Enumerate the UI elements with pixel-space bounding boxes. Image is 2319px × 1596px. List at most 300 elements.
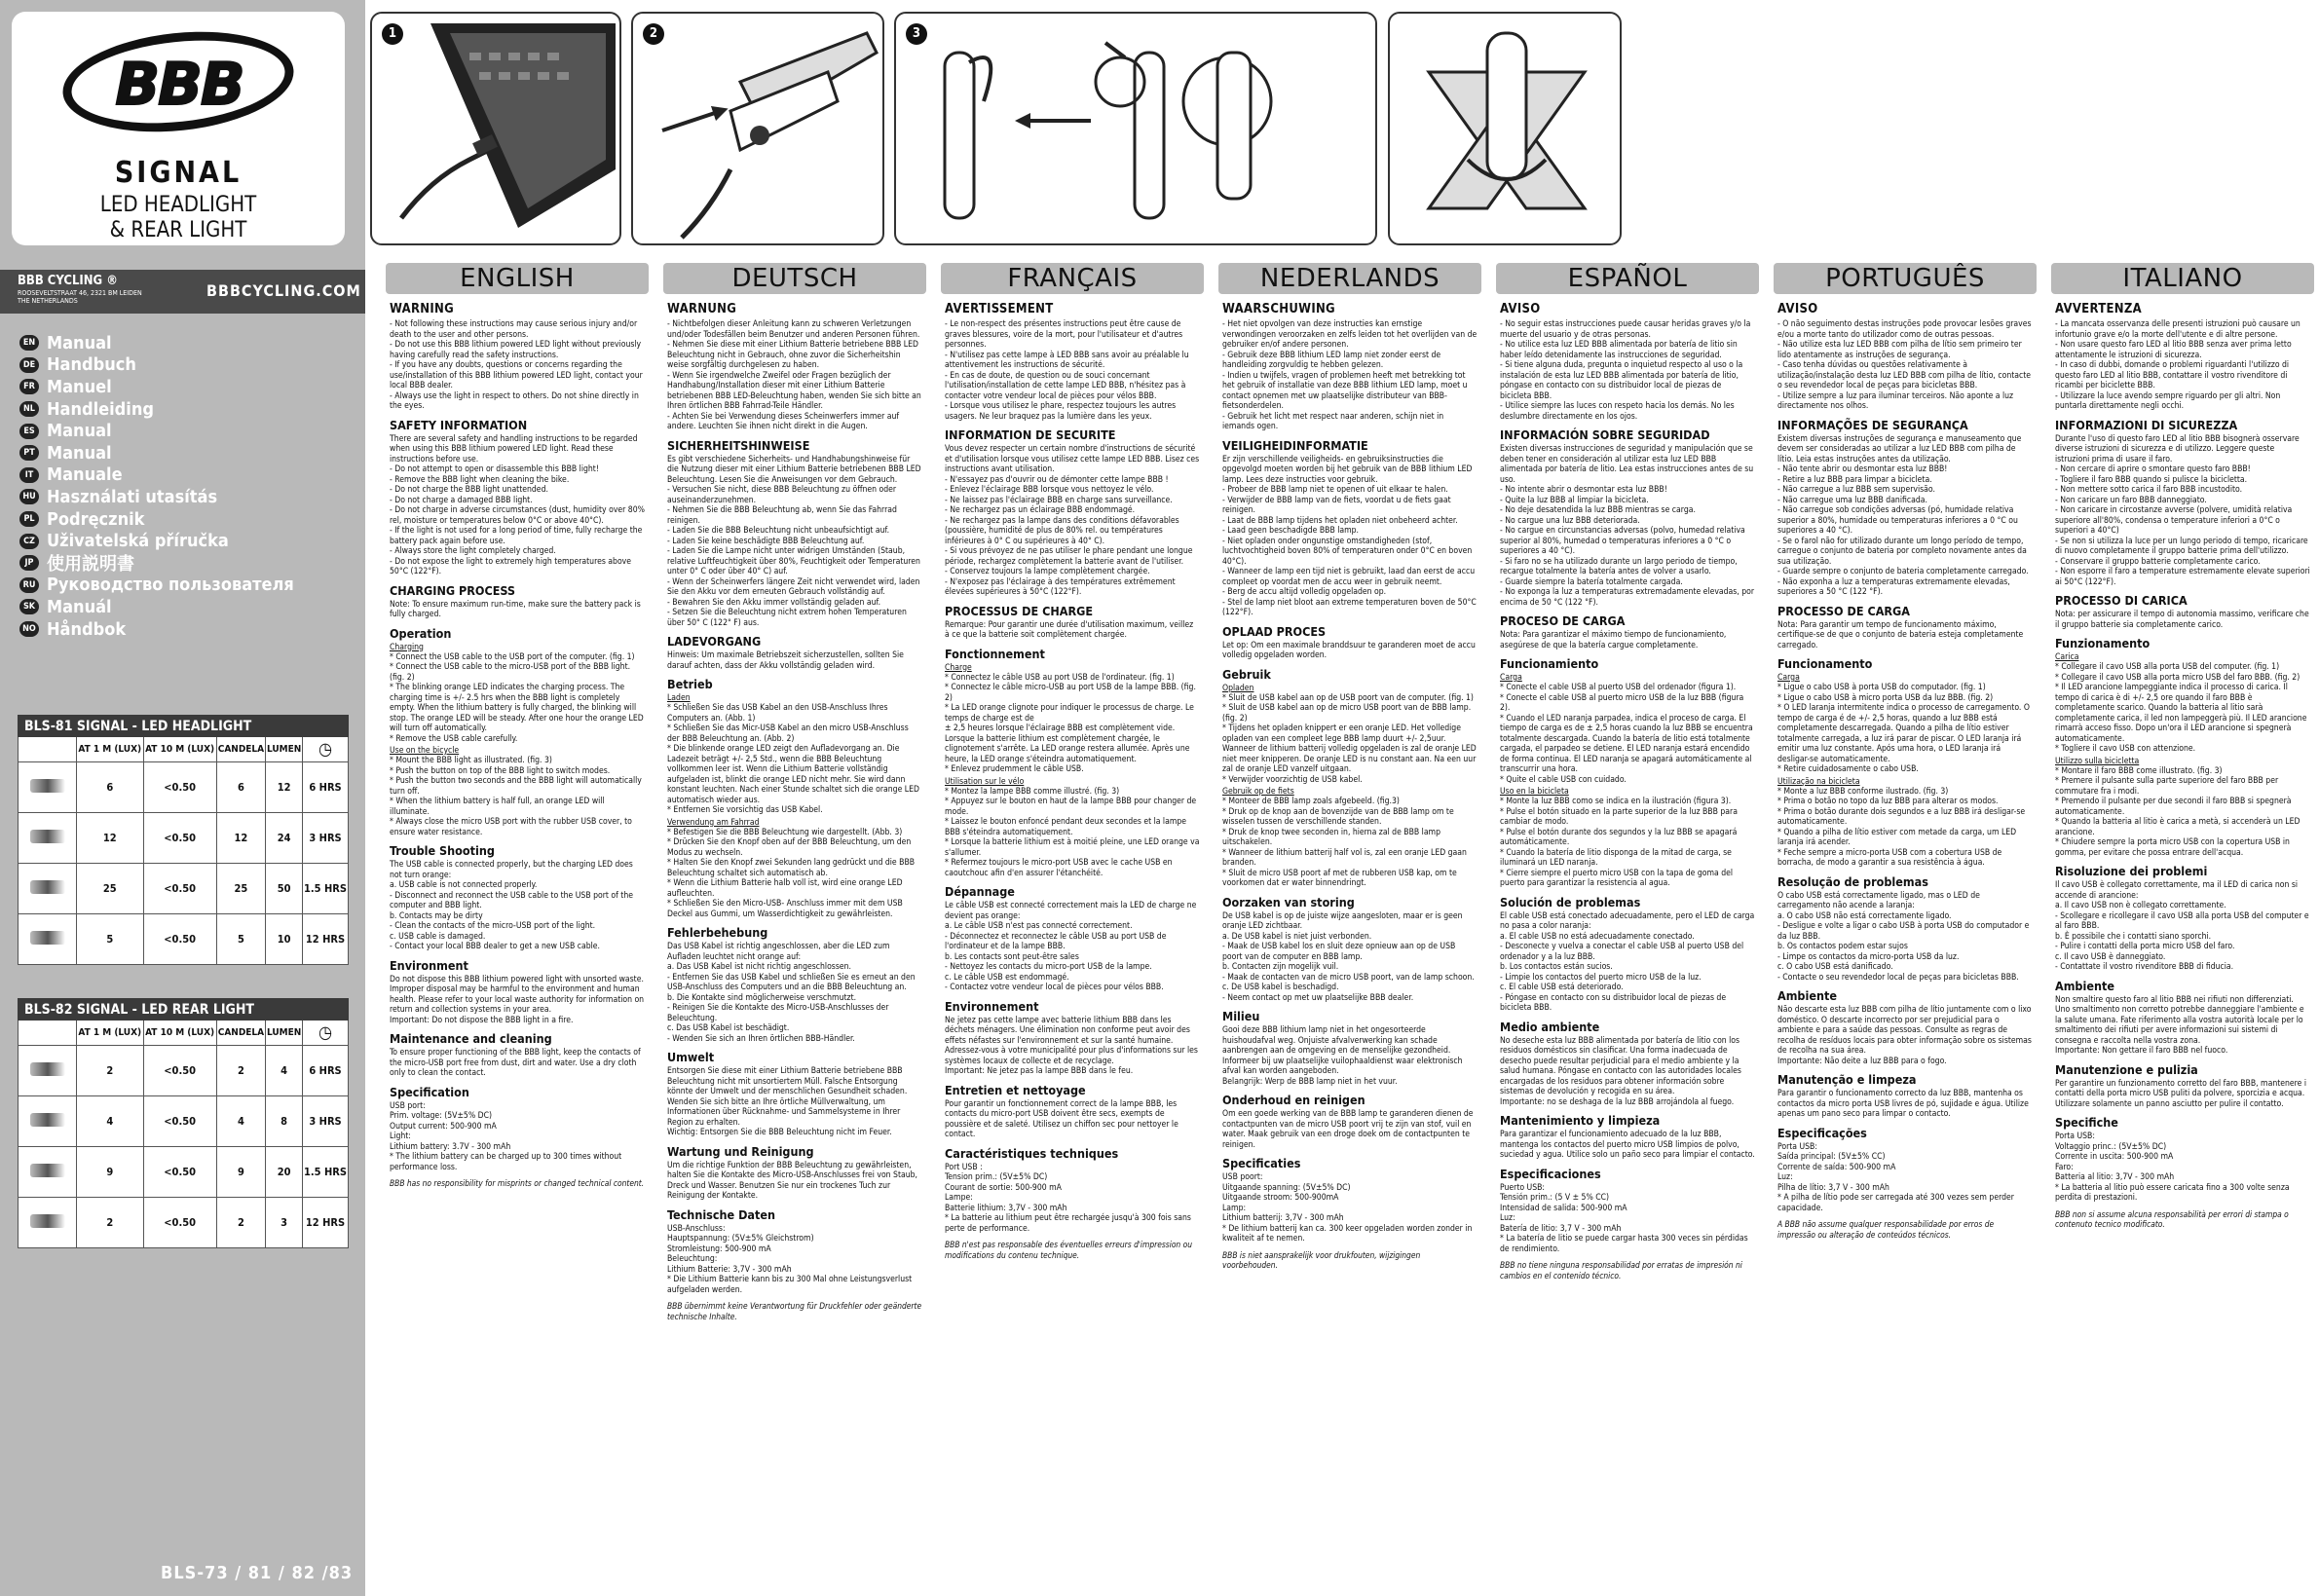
body-text: - Le non-respect des présentes instructions peut être cause de graves blessures, voire de la mort, pour l'utilisateur et d'autres personnes. - N'utilisez pas cette lampe à LED BBB sans avoir au préalable lu attentivement les instructions de sécurité. - En cas de doute, de question ou de souci concernant l'utilisation/installation de cette lampe LED BBB, n'hésitez pas à contacter votre vendeur local de pièces pour vélos BBB. - Lorsque vous utilisez le phare, respectez toujours les autres usagers. Ne leur braquez pas la lumière dans les yeux. xyxy=(945,319,1189,422)
language-code-badge: EN xyxy=(19,335,39,351)
column-header: AT 10 M (LUX) xyxy=(143,1021,216,1046)
language-heading: FRANÇAIS xyxy=(941,263,1204,294)
table-cell: <0.50 xyxy=(143,1147,216,1198)
subsection-heading: Uso en la bicicleta xyxy=(1500,787,1569,797)
table-cell: 9 xyxy=(77,1147,144,1198)
column-body xyxy=(2051,294,2314,1230)
body-text: * Befestigen Sie die BBB Beleuchtung wie dargestellt. (Abb. 3) * Drücken Sie den Knopf oben auf der BBB Beleuchtung, um den Modus zu wechseln. * Halten Sie den Knopf zwei Sekunden lang gedrückt und die BBB Beleuchtung schaltet sich automatisch ab. * Wenn die Lithium Batterie halb voll ist, wird eine orange LED aufleuchten. * Schließen Sie den Micro-USB- Anschluss immer mit dem USB Deckel aus Gummi, um Wasserdichtigkeit zu gewährleisten. xyxy=(667,827,916,919)
subsection-heading: Opladen xyxy=(1222,683,1254,693)
bracket-detail-illustration xyxy=(1390,14,1622,245)
section-heading: Oorzaken van storing xyxy=(1222,894,1355,909)
beam-glyph-icon xyxy=(30,1164,65,1177)
language-column xyxy=(2051,263,2314,1587)
body-text: - La mancata osservanza delle presenti istruzioni può causare un infortunio grave e/o la morte dell'utente e di altre persone. - Non usare questo faro LED al litio BBB senza aver prima letto attentamente le istruzioni di sicurezza. - In caso di dubbi, domande o problemi riguardanti l'utilizzo di questo faro LED al litio BBB, contattare il vostro rivenditore di ricambi per biciclette BBB. - Utilizzare la luce avendo sempre riguardo per gli altri. Non puntarla direttamente negli occhi. xyxy=(2055,319,2300,411)
language-item[interactable] xyxy=(19,420,294,442)
brand-logo: BBB xyxy=(115,51,243,119)
table-cell: <0.50 xyxy=(143,914,216,965)
disclaimer-note: BBB is niet aansprakelijk voor drukfouten, wijzigingen voorbehouden. xyxy=(1222,1249,1421,1270)
body-text: De USB kabel is op de juiste wijze aangesloten, maar er is geen oranje LED zichtbaar. a. De USB kabel is niet juist verbonden. - Maak de USB kabel los en sluit deze opnieuw aan op de USB poort van de computer en BBB lamp. b. Contacten zijn mogelijk vuil. - Maak de contacten van de micro USB poort, van de lamp schoon. c. De USB kabel is beschadigd. - Neem contact op met uw plaatselijke BBB dealer. xyxy=(1222,910,1475,1003)
table-cell: 1.5 HRS xyxy=(303,864,349,914)
table-cell: 8 xyxy=(266,1096,303,1147)
body-text: Pour garantir un fonctionnement correct de la lampe BBB, les contacts du micro-port USB doivent être secs, exempts de poussière et de saleté. Utilisez un chiffon sec pour nettoyer le contact. xyxy=(945,1098,1178,1139)
warning-heading: AVVERTENZA xyxy=(2055,302,2142,316)
language-column xyxy=(1774,263,2037,1587)
language-name: Manuel xyxy=(47,376,112,397)
table-cell: <0.50 xyxy=(143,762,216,813)
figure-1-number: 1 xyxy=(382,23,403,45)
section-heading: PROCESSUS DE CHARGE xyxy=(945,603,1094,618)
figure-3-illustration xyxy=(896,14,1377,245)
language-name: Manuale xyxy=(47,464,123,486)
body-text: Durante l'uso di questo faro LED al litio BBB bisognerà osservare diverse istruzioni di sicurezza e di utilizzo. Leggere queste istruzioni prima di usare il faro. - Non cercare di aprire o smontare questo faro BBB! - Togliere il faro BBB quando si pulisce la bicicletta. - Non mettere sotto carica il faro BBB incustodito. - Non caricare un faro BBB danneggiato. - Non caricare in circostanze avverse (polvere, umidità relativa superiore all'80%, condensa o temperature inferiori a 0°C o superiori a 40°C) - Se non si utilizza la luce per un lungo periodo di tempo, ricaricare di nuovo completamente il gruppo batterie prima dell'utilizzo. - Conservare il gruppo batterie completamente carico. - Non esporre il faro a temperature estremamente elevate superiori ai 50°C (122°F). xyxy=(2055,433,2310,587)
body-text: El cable USB está conectado adecuadamente, pero el LED de carga no pasa a color naranja: a. El cable USB no está adecuadamente conectado. - Desconecte y vuelva a conectar el cable USB al puerto USB del ordenador y a la luz BBB. b. Los contactos están sucios. - Limpie los contactos del puerto micro USB de la luz. c. El cable USB está deteriorado. - Póngase en contacto con su distribuidor local de piezas de bicicleta BBB. xyxy=(1500,910,1755,1013)
body-text: Um die richtige Funktion der BBB Beleuchtung zu gewährleisten, halten Sie die Kontakte des Micro-USB-Anschlusses frei von Staub, Dreck und Wasser. Benutzen Sie nur ein trockenes Tuch zur Reinigung der Kontakte. xyxy=(667,1160,917,1201)
body-text: There are several safety and handling instructions to be regarded when using this BBB lithium powered LED light. Read these instructions before use. - Do not attempt to open or disassemble this BBB light! - Remove the BBB light when cleaning the bike. - Do not charge the BBB light unattended. - Do not charge a damaged BBB light. - Do not charge in adverse circumstances (dust, humidity over 80% rel, moisture or temperatures below 0°C or above 40°C). - If the light is not used for a long period of time, fully recharge the battery pack again before use. - Always store the light completely charged. - Do not expose the light to extremely high temperatures above 50°C (122°F). xyxy=(390,433,645,576)
section-heading: Fehlerbehebung xyxy=(667,925,768,940)
column-body xyxy=(1496,294,1759,1281)
body-text: Vous devez respecter un certain nombre d'instructions de sécurité et d'utilisation lorsque vous utilisez cette lampe LED BBB. Lisez ces instructions avant utilisation. - N'essayez pas d'ouvrir ou de démonter cette lampe BBB ! - Enlevez l'éclairage BBB lorsque vous nettoyez le vélo. - Ne laissez pas l'éclairage BBB en charge sans surveillance. - Ne rechargez pas un éclairage BBB endommagé. - Ne rechargez pas la lampe dans des conditions défavorables (poussière, humidité de plus de 80% rel. ou températures inférieures à 0° C ou supérieures à 40° C). - Si vous prévoyez de ne pas utiliser le phare pendant une longue période, rechargez complètement la batterie avant de l'utiliser. - Conservez toujours la lampe complètement chargée. - N'exposez pas l'éclairage à des températures extrêmement élevées supérieures à 50°C (122°F). xyxy=(945,444,1200,597)
table-row xyxy=(19,1046,349,1096)
section-heading: PROCESO DE CARGA xyxy=(1500,613,1626,628)
table-cell: 6 HRS xyxy=(303,1046,349,1096)
company-name: BBB CYCLING ® xyxy=(18,274,118,288)
section-heading: Technische Daten xyxy=(667,1206,776,1222)
section-heading: Gebruik xyxy=(1222,666,1271,682)
subsection-heading: Laden xyxy=(667,693,691,703)
body-text: * Monte la luz BBB como se indica en la ilustración (figura 3). * Pulse el botón situado en la parte superior de la luz BBB para cambiar de modo. * Pulse el botón durante dos segundos y la luz BBB se apagará automáticamente. * Cuando la batería de litio disponga de la mitad de carga, se iluminará un LED naranja. * Cierre siempre el puerto micro USB con la tapa de goma del puerto para garantizar la resistencia al agua. xyxy=(1500,797,1738,888)
figure-2-number: 2 xyxy=(643,23,664,45)
column-header: CANDELA xyxy=(216,737,265,762)
section-heading: Entretien et nettoyage xyxy=(945,1082,1086,1097)
table-cell: 1.5 HRS xyxy=(303,1147,349,1198)
table-row xyxy=(19,864,349,914)
language-name: Uživatelská příručka xyxy=(47,531,229,552)
section-heading: Onderhoud en reinigen xyxy=(1222,1093,1365,1107)
section-heading: INFORMAÇÕES DE SEGURANÇA xyxy=(1777,417,1968,432)
table-title: BLS-81 SIGNAL - LED HEADLIGHT xyxy=(19,716,349,737)
product-subtitle-1: LED HEADLIGHT xyxy=(99,193,257,217)
body-text: Er zijn verschillende veiligheids- en gebruiksinstructies die opgevolgd moeten worden bij het gebruik van de BBB lithium LED lamp. Lees deze instructies voor gebruik. - Probeer de BBB lamp niet te openen of uit elkaar te halen. - Verwijder de BBB lamp van de fiets, voordat u de fiets gaat reinigen. - Laat de BBB lamp tijdens het opladen niet onbeheerd achter. - Laad geen beschadigde BBB lamp. - Niet opladen onder ongunstige omstandigheden (stof, luchtvochtigheid boven 80% of temperaturen onder 0°C en boven 40°C). - Wanneer de lamp een tijd niet is gebruikt, laad dan eerst de accu compleet op voordat men de accu weer in gebruik neemt. - Berg de accu altijd volledig opgeladen op. - Stel de lamp niet bloot aan extreme temperaturen boven de 50°C (122°F). xyxy=(1222,454,1477,617)
section-heading: Ambiente xyxy=(1777,988,1837,1003)
table-cell: 12 xyxy=(266,762,303,813)
language-item[interactable] xyxy=(19,332,294,354)
section-heading: Funcionamento xyxy=(1777,656,1873,671)
column-header: LUMEN xyxy=(266,737,303,762)
warning-heading: WAARSCHUWING xyxy=(1222,302,1335,316)
language-item[interactable] xyxy=(19,575,294,597)
language-item[interactable] xyxy=(19,398,294,421)
body-text: Le câble USB est connecté correctement mais la LED de charge ne devient pas orange: a. Le câble USB n'est pas connecté correctement. - Déconnectez et reconnectez le câble USB au port USB de l'ordinateur et de la lampe BBB. b. Les contacts sont peut-être sales - Nettoyez les contacts du micro-port USB de la lampe. c. Le câble USB est endommagé. - Contactez votre vendeur local de pièces pour vélos BBB. xyxy=(945,901,1197,992)
subsection-heading: Carga xyxy=(1500,673,1522,683)
body-text: Existem diversas instruções de segurança e manuseamento que devem ser consideradas ao utilizar a luz LED BBB com pilha de lítio. Leia estas instruções antes da utilização. - Não tente abrir ou desmontar esta luz BBB! - Retire a luz BBB para limpar a bicicleta. - Não carregue a luz BBB sem supervisão. - Não carregue uma luz BBB danificada. - Não carregue sob condições adversas (pó, humidade relativa superior a 80%, humidade ou temperaturas inferiores a 0 °C ou superiores a 40 °C). - Se o farol não for utilizado durante um longo período de tempo, carregue o conjunto de bateria por completo novamente antes da sua utilização. - Guarde sempre o conjunto de bateria completamente carregado. - Não exponha a luz a temperaturas extremamente elevadas, superiores a 50 °C (122 °F). xyxy=(1777,433,2029,597)
subsection-heading: Carica xyxy=(2055,652,2079,662)
language-name: Håndbok xyxy=(47,618,127,640)
clock-icon: ◷ xyxy=(303,737,349,762)
beam-glyph-icon xyxy=(30,779,65,793)
figure-2 xyxy=(631,12,884,245)
table-cell: <0.50 xyxy=(143,1198,216,1248)
section-heading: Environment xyxy=(390,957,468,973)
language-item[interactable] xyxy=(19,618,294,641)
column-header: CANDELA xyxy=(216,1021,265,1046)
rearlight-spec-table xyxy=(18,998,349,1248)
figure-strip xyxy=(370,12,2313,245)
body-text: USB poort: Uitgaande spanning: (5V±5% DC) Uitgaande stroom: 500-900mA Lamp: Lithium batterij: 3,7V - 300 mAh * De lithium batterij kan ca. 300 keer opgeladen worden zonder in kwaliteit af te nemen. xyxy=(1222,1172,1473,1243)
section-heading: SAFETY INFORMATION xyxy=(390,417,528,432)
language-column xyxy=(386,263,649,1587)
language-code-badge: CZ xyxy=(19,534,39,549)
body-text: No deseche esta luz BBB alimentada por batería de litio con los residuos domésticos sin clasificar. Una forma inadecuada de desecho puede resultar perjudicial para el medio ambiente y la salud humana. Póngase en contacto con las autoridades locales encargadas de los residuos para obtener información sobre sistemas de devolución y recogida en su área. Importante: no se deshaga de la luz BBB arrojándola al fuego. xyxy=(1500,1035,1741,1107)
subsection-heading: Utilização na bicicleta xyxy=(1777,776,1860,787)
body-text: Note: To ensure maximum run-time, make sure the battery pack is fully charged. xyxy=(390,599,641,619)
body-text: Ne jetez pas cette lampe avec batterie lithium BBB dans les déchets ménagers. Une élimination non conforme peut avoir des effets néfastes sur l'environnement et sur la santé humaine. Adressez-vous à votre municipalité pour plus d'informations sur les systèmes locaux de collecte et de recyclage. Important: Ne jetez pas la lampe BBB dans le feu. xyxy=(945,1015,1198,1076)
section-heading: Maintenance and cleaning xyxy=(390,1031,552,1046)
beam-mode-icon xyxy=(19,1046,77,1096)
language-heading: ESPAÑOL xyxy=(1496,263,1759,294)
body-text: Para garantizar el funcionamiento adecuado de la luz BBB, mantenga los contactos del puerto micro USB limpios de polvo, suciedad y agua. Utilice solo un paño seco para limpiar el contacto. xyxy=(1500,1130,1755,1160)
section-heading: Dépannage xyxy=(945,884,1015,899)
language-item[interactable] xyxy=(19,552,294,575)
body-text: Let op: Om een maximale branddsuur te garanderen moet de accu volledig opgeladen worden. xyxy=(1222,640,1476,660)
disclaimer-note: A BBB não assume qualquer responsabilidade por erros de impressão ou alteração de conteúdos técnicos. xyxy=(1777,1219,1995,1240)
body-text: Es gibt verschiedene Sicherheits- und Handhabungshinweise für die Nutzung dieser mit einer Lithium Batterie betriebenen BBB LED Beleuchtung. Lesen Sie die Anweisungen vor dem Gebrauch. - Versuchen Sie nicht, diese BBB Beleuchtung zu öffnen oder auseinanderzunehmen. - Nehmen Sie die BBB Beleuchtung ab, wenn Sie das Fahrrad reinigen. - Laden Sie die BBB Beleuchtung nicht unbeaufsichtigt auf. - Laden Sie keine beschädigte BBB Beleuchtung auf. - Laden Sie die Lampe nicht unter widrigen Umständen (Staub, relative Luftfeuchtigkeit über 80%, Feuchtigkeit oder Temperaturen unter 0° C oder über 40° C) auf. - Wenn der Scheinwerfers längere Zeit nicht verwendet wird, laden Sie den Akku vor dem erneuten Gebrauch vollständig auf. - Bewahren Sie den Akku immer vollständig geladen auf. - Setzen Sie die Beleuchtung nicht extrem hohen Temperaturen über 50° C (122° F) aus. xyxy=(667,454,921,628)
disclaimer-note: BBB non si assume alcuna responsabilità per errori di stampa o contenuto tecnico modificato. xyxy=(2055,1208,2289,1229)
column-header: AT 10 M (LUX) xyxy=(143,737,216,762)
body-text: * Schließen Sie das USB Kabel an den USB-Anschluss Ihres Computers an. (Abb. 1) * Schließen Sie das Micr-USB Kabel an den micro USB-Anschluss der BBB Beleuchtung an. (Abb. 2) * Die blinkende orange LED zeigt den Aufladevorgang an. Die Ladezeit beträgt +/- 2,5 Std., wenn die BBB Beleuchtung vollkommen leer ist. Wenn die Lithium Batterie vollständig aufgeladen ist, blinkt die orange LED nicht mehr. Sie wird dann konstant leuchten. Nach einer Stunde schaltet sich die orange LED automatisch wieder aus. * Entfernen Sie vorsichtig das USB Kabel. xyxy=(667,703,919,815)
section-heading: Resolução de problemas xyxy=(1777,873,1928,889)
language-name: Használati utasítás xyxy=(47,486,218,507)
table-cell: 3 xyxy=(266,1198,303,1248)
beam-glyph-icon xyxy=(30,1214,65,1228)
figure-3-number: 3 xyxy=(906,23,927,45)
language-code-badge: FR xyxy=(19,379,39,394)
table-cell: <0.50 xyxy=(143,1046,216,1096)
language-name: Руководство пользователя xyxy=(47,575,294,596)
section-heading: CHARGING PROCESS xyxy=(390,582,516,598)
company-bar xyxy=(0,270,365,314)
language-item[interactable] xyxy=(19,596,294,618)
language-code-badge: RU xyxy=(19,577,39,593)
section-heading: Specifiche xyxy=(2055,1115,2118,1130)
body-text: * Montez la lampe BBB comme illustré. (fig. 3) * Appuyez sur le bouton en haut de la lampe BBB pour changer de mode. * Laissez le bouton enfoncé pendant deux secondes et la lampe BBB s'éteindra automatiquement. * Lorsque la batterie lithium est à moitié pleine, une LED orange va s'allumer. * Refermez toujours le micro-port USB avec le cache USB en caoutchouc afin d'en assurer l'étanchéité. xyxy=(945,786,1200,878)
column-body xyxy=(663,294,926,1321)
body-text: Das USB Kabel ist richtig angeschlossen, aber die LED zum Aufladen leuchtet nicht orange auf: a. Das USB Kabel ist nicht richtig angeschlossen. - Entfernen Sie das USB Kabel und schließen Sie es erneut an den USB-Anschluss des Computers und an die BBB Beleuchtung an. b. Die Kontakte sind möglicherweise verschmutzt. - Reinigen Sie die Kontakte des Micro-USB-Anschlusses der Beleuchtung. c. Das USB Kabel ist beschädigt. - Wenden Sie sich an Ihren örtlichen BBB-Händler. xyxy=(667,942,916,1044)
body-text: - O não seguimento destas instruções pode provocar lesões graves e/ou a morte tanto do utilizador como de outras pessoas. - Não utilize esta luz LED BBB com pilha de lítio sem primeiro ter lido atentamente as instruções de segurança. - Caso tenha dúvidas ou questões relativamente à utilização/instalação desta luz LED BBB com pilha de lítio, contacte o seu revendedor local de peças para bicicletas BBB. - Utilize sempre a luz para iluminar terceiros. Não aponte a luz directamente nos olhos. xyxy=(1777,319,2032,411)
column-body xyxy=(1218,294,1481,1271)
language-list xyxy=(19,332,294,640)
beam-header-blank xyxy=(19,737,77,762)
beam-glyph-icon xyxy=(30,830,65,843)
section-heading: Manutenção e limpeza xyxy=(1777,1072,1917,1087)
subsection-heading: Carga xyxy=(1777,673,1800,683)
language-item[interactable] xyxy=(19,442,294,464)
table-cell: 2 xyxy=(77,1046,144,1096)
table-cell: <0.50 xyxy=(143,864,216,914)
body-text: Porta USB: Saída principal: (5V±5% CC) Corrente de saída: 500-900 mA Luz: Pilha de lítio: 3,7 V - 300 mAh * A pilha de lítio pode ser carregada até 300 vezes sem perder capacidade. xyxy=(1777,1141,2014,1213)
language-name: Manual xyxy=(47,442,112,464)
section-heading: Betrieb xyxy=(667,677,713,691)
beam-mode-icon xyxy=(19,1147,77,1198)
beam-glyph-icon xyxy=(30,931,65,945)
table-row xyxy=(19,1147,349,1198)
table-row xyxy=(19,1198,349,1248)
body-text: * Monte a luz BBB conforme ilustrado. (fig. 3) * Prima o botão no topo da luz BBB para alterar os modos. * Prima o botão durante dois segundos e a luz BBB irá desligar-se automaticamente. * Quando a pilha de lítio estiver com metade da carga, um LED laranja irá acender. * Feche sempre a micro-porta USB com a cobertura USB de borracha, de modo a garantir a sua resistência à água. xyxy=(1777,786,2026,868)
body-text: Port USB : Tension prim.: (5V±5% DC) Courant de sortie: 500-900 mA Lampe: Batterie lithium: 3,7V - 300 mAh * La batterie au lithium peut être rechargée jusqu'à 300 fois sans perte de performance. xyxy=(945,1162,1191,1234)
beam-mode-icon xyxy=(19,864,77,914)
section-heading: INFORMATION DE SECURITE xyxy=(945,427,1116,442)
beam-mode-icon xyxy=(19,813,77,864)
language-code-badge: JP xyxy=(19,555,39,571)
table-cell: 6 HRS xyxy=(303,762,349,813)
clock-icon: ◷ xyxy=(303,1021,349,1046)
language-name: Manual xyxy=(47,332,112,353)
section-heading: Operation xyxy=(390,625,452,641)
body-text: Para garantir o funcionamento correcto da luz BBB, mantenha os contactos da micro porta USB livres de pó, sujidade e água. Utilize apenas um pano seco para limpar o contacto. xyxy=(1777,1089,2029,1119)
table-cell: 25 xyxy=(77,864,144,914)
section-heading: Environnement xyxy=(945,998,1039,1014)
section-heading: Fonctionnement xyxy=(945,646,1045,661)
body-text: To ensure proper functioning of the BBB light, keep the contacts of the micro-USB port free from dust, dirt and water. Use a dry cloth only to clean the contact. xyxy=(390,1048,641,1078)
table-cell: 4 xyxy=(216,1096,265,1147)
figure-3-bracket-detail xyxy=(1388,12,1622,245)
disclaimer-note: BBB no tiene ninguna responsabilidad por erratas de impresión ni cambios en el contenido técnico. xyxy=(1500,1260,1742,1281)
body-text: Nota: per assicurare il tempo di autonomia massimo, verificare che il gruppo batterie sia completamente carico. xyxy=(2055,610,2309,630)
beam-mode-icon xyxy=(19,1198,77,1248)
beam-glyph-icon xyxy=(30,1113,65,1127)
language-name: Handbuch xyxy=(47,354,136,376)
table-title: BLS-82 SIGNAL - LED REAR LIGHT xyxy=(19,999,349,1021)
language-item[interactable] xyxy=(19,486,294,508)
body-text: - No seguir estas instrucciones puede causar heridas graves y/o la muerte del usuario y de otras personas. - No utilice esta luz LED BBB alimentada por batería de litio sin haber leído detenidamente las instrucciones de seguridad. - Si tiene alguna duda, pregunta o inquietud respecto al uso o la instalación de esta luz LED BBB alimentada por batería de litio, póngase en contacto con su distribuidor local de piezas de bicicleta BBB. - Utilice siempre las luces con respeto hacia los demás. No les deslumbre directamente en los ojos. xyxy=(1500,319,1751,422)
table-row xyxy=(19,1096,349,1147)
section-heading: Funzionamento xyxy=(2055,636,2151,650)
beam-mode-icon xyxy=(19,1096,77,1147)
language-column xyxy=(1218,263,1481,1587)
beam-mode-icon xyxy=(19,762,77,813)
section-heading: LADEVORGANG xyxy=(667,634,762,649)
beam-header-blank xyxy=(19,1021,77,1046)
language-name: Handleiding xyxy=(47,398,154,420)
section-heading: Umwelt xyxy=(667,1050,715,1064)
table-cell: 2 xyxy=(216,1046,265,1096)
body-text: * Conecte el cable USB al puerto USB del ordenador (figura 1). * Conecte el cable USB al puerto micro USB de la luz BBB (figura 2). * Cuando el LED naranja parpadea, indica el proceso de carga. El tiempo de carga es de ± 2,5 horas cuando la luz BBB se encuentra totalmente descargada. Cuando la batería de litio está totalmente cargada, el parpadeo se detiene. El LED naranja estará encendido de forma continua. El LED naranja se apagará automáticamente al transcurrir una hora. * Quite el cable USB con cuidado. xyxy=(1500,683,1753,785)
body-text: * Sluit de USB kabel aan op de USB poort van de computer. (fig. 1) * Sluit de USB kabel aan op de micro USB poort van de BBB lamp. (fig. 2) * Tijdens het opladen knippert er een oranje LED. Het volledige opladen van een compleet lege BBB lamp duurt +/- 2,5uur. Wanneer de lithium batterij volledig opgeladen is zal de oranje LED niet meer knipperen. De oranje LED is nu constant aan. Na een uur zal de oranje LED vanzelf uitgaan. * Verwijder voorzichtig de USB kabel. xyxy=(1222,692,1477,785)
body-text: * Montare il faro BBB come illustrato. (fig. 3) * Premere il pulsante sulla parte superiore del faro BBB per commutare fra i modi. * Premendo il pulsante per due secondi il faro BBB si spegnerà automaticamente. * Quando la batteria al litio è carica a metà, si accenderà un LED arancione. * Chiudere sempre la porta micro USB con la copertura USB in gomma, per evitare che possa entrare dell'acqua. xyxy=(2055,765,2300,858)
figure-1 xyxy=(370,12,621,245)
section-heading: Specification xyxy=(390,1084,469,1099)
column-body xyxy=(386,294,649,1189)
body-text: Gooi deze BBB lithium lamp niet in het ongesorteerde huishoudafval weg. Onjuiste afvalverwerking kan schade aanbrengen aan de omgeving en de menselijke gezondheid. Informeer bij uw plaatselijke vuilophaaldienst waar elektronisch afval kan worden aangeboden. Belangrijk: Werp de BBB lamp niet in het vuur. xyxy=(1222,1025,1463,1087)
figure-1-illustration xyxy=(372,14,621,245)
table-row xyxy=(19,762,349,813)
body-text: Il cavo USB è collegato correttamente, ma il LED di carica non si accende di arancione: a. Il cavo USB non è collegato correttamente. - Scollegare e ricollegare il cavo USB alla porta USB del computer e al faro BBB. b. È possibile che i contatti siano sporchi. - Pulire i contatti della porta micro USB del faro. c. Il cavo USB è danneggiato. - Contattate il vostro rivenditore BBB di fiducia. xyxy=(2055,880,2309,972)
section-heading: INFORMAZIONI DI SICUREZZA xyxy=(2055,417,2238,432)
language-name: Manuál xyxy=(47,596,112,617)
table-cell: 20 xyxy=(266,1147,303,1198)
body-text: O cabo USB está correctamente ligado, mas o LED de carregamento não acende a laranja: a. O cabo USB não está correctamente ligado. - Desligue e volte a ligar o cabo USB à porta USB do computador e da luz BBB. b. Os contactos podem estar sujos - Limpe os contactos da micro-porta USB da luz. c. O cabo USB está danificado. - Contacte o seu revendedor local de peças para bicicletas BBB. xyxy=(1777,890,2030,983)
body-text: USB-Anschluss: Hauptspannung: (5V±5% Gleichstrom) Stromleistung: 500-900 mA Beleuchtung: Lithium Batterie: 3,7V - 300 mAh * Die Lithium Batterie kann bis zu 300 Mal ohne Leistungsverlust aufgeladen werden. xyxy=(667,1223,913,1295)
body-text: * Monteer de BBB lamp zoals afgebeeld. (fig.3) * Druk op de knop aan de bovenzijde van de BBB lamp om te wisselen tussen de verschillende standen. * Druk de knop twee seconden in, hierna zal de BBB lamp uitschakelen. * Wanneer de lithium batterij half vol is, zal een oranje LED gaan branden. * Sluit de micro USB poort af met de rubberen USB kap, om te voorkomen dat er water binnendringt. xyxy=(1222,797,1467,888)
table-cell: 3 HRS xyxy=(303,813,349,864)
beam-glyph-icon xyxy=(30,1062,65,1076)
table-cell: 4 xyxy=(77,1096,144,1147)
language-item[interactable] xyxy=(19,530,294,552)
section-heading: PROCESSO DE CARGA xyxy=(1777,603,1910,618)
model-codes: BLS-73 / 81 / 82 /83 xyxy=(161,1563,354,1583)
language-item[interactable] xyxy=(19,354,294,377)
section-heading: Risoluzione dei problemi xyxy=(2055,864,2208,878)
body-text: Nota: Para garantir um tempo de funcionamento máximo, certifique-se de que o conjunto de bateria esteja completamente carregado. xyxy=(1777,619,2024,650)
body-text: Hinweis: Um maximale Betriebszeit sicherzustellen, sollten Sie darauf achten, dass der Akku vollständig geladen wird. xyxy=(667,650,904,671)
language-heading: PORTUGUÊS xyxy=(1774,263,2037,294)
column-header: LUMEN xyxy=(266,1021,303,1046)
body-text: Existen diversas instrucciones de seguridad y manipulación que se deben tener en consideración al utilizar esta luz LED BBB alimentada por batería de litio. Lea estas instrucciones antes de su uso. - No intente abrir o desmontar esta luz BBB! - Quite la luz BBB al limpiar la bicicleta. - No deje desatendida la luz BBB mientras se carga. - No cargue una luz BBB deteriorada. - No cargue en circunstancias adversas (polvo, humedad relativa superior al 80%, humedad o temperaturas inferiores a 0 °C o superiores a 40 °C). - Si faro no se ha utilizado durante un largo periodo de tiempo, recargue totalmente la batería antes de volver a usarlo. - Guarde siempre la batería totalmente cargada. - No exponga la luz a temperaturas extremadamente elevadas, por encima de 50 °C (122 °F). xyxy=(1500,444,1755,608)
language-column xyxy=(1496,263,1759,1587)
section-heading: Medio ambiente xyxy=(1500,1019,1600,1034)
product-title: SIGNAL xyxy=(114,156,243,190)
language-code-badge: DE xyxy=(19,357,39,373)
disclaimer-note: BBB has no responsibility for misprints or changed technical content. xyxy=(390,1178,645,1188)
body-text: Nota: Para garantizar el máximo tiempo de funcionamiento, asegúrese de que la batería cargue completamente. xyxy=(1500,630,1727,650)
section-heading: Especificaciones xyxy=(1500,1166,1601,1181)
language-heading: ITALIANO xyxy=(2051,263,2314,294)
table-cell: 4 xyxy=(266,1046,303,1096)
disclaimer-note: BBB übernimmt keine Verantwortung für Druckfehler oder geänderte technische Inhalte. xyxy=(667,1301,922,1321)
body-text: - Nichtbefolgen dieser Anleitung kann zu schweren Verletzungen und/oder Todesfällen beim Benutzer und anderen Personen führen. - Nehmen Sie diese mit einer Lithium Batterie betriebene BBB LED Beleuchtung nicht in Gebrauch, ohne zuvor die Sicherheitshin weise sorgfältig durchgelesen zu haben. - Wenn Sie irgendwelche Zweifel oder Fragen bezüglich der Handhabung/Installation dieser mit einer Lithium Batterie betriebenen BBB LED-Beleuchtung haben, wenden Sie sich bitte an Ihren örtlichen BBB Fahrrad-Teile Händler. - Achten Sie bei Verwendung dieses Scheinwerfers immer auf andere. Leuchten Sie ihnen nicht direkt in die Augen. xyxy=(667,319,921,431)
table-cell: 2 xyxy=(77,1198,144,1248)
section-heading: Wartung und Reinigung xyxy=(667,1143,814,1159)
language-item[interactable] xyxy=(19,376,294,398)
subsection-heading: Use on the bicycle xyxy=(390,746,460,756)
body-text: Puerto USB: Tensión prim.: (5 V ± 5% CC) Intensidad de salida: 500-900 mA Luz: Batería de litio: 3,7 V - 300 mAh * La batería de litio se puede cargar hasta 300 veces sin pérdidas de rendimiento. xyxy=(1500,1182,1748,1254)
section-heading: Mantenimiento y limpieza xyxy=(1500,1113,1661,1128)
language-name: Manual xyxy=(47,421,112,442)
table-cell: 24 xyxy=(266,813,303,864)
section-heading: Specificaties xyxy=(1222,1156,1301,1170)
language-code-badge: PT xyxy=(19,445,39,461)
body-text: * Ligue o cabo USB à porta USB do computador. (fig. 1) * Ligue o cabo USB à micro porta USB da luz BBB. (fig. 2) * O LED laranja intermitente indica o processo de carregamento. O tempo de carga é de +/- 2,5 horas, quando a luz BBB está completamente descarregada. Quando a pilha de lítio estiver totalmente carregada, a luz irá parar de piscar. O LED laranja irá emitir uma luz constante. Após uma hora, o LED laranja irá desligar-se automaticamente. * Retire cuidadosamente o cabo USB. xyxy=(1777,683,2030,774)
subsection-heading: Gebruik op de fiets xyxy=(1222,787,1294,797)
subsection-heading: Utilizzo sulla bicicletta xyxy=(2055,756,2140,766)
table-cell: <0.50 xyxy=(143,1096,216,1147)
section-heading: Trouble Shooting xyxy=(390,843,495,858)
body-text: - Het niet opvolgen van deze instructies kan ernstige verwondingen veroorzaken en zelfs leiden tot het overlijden van de gebruiker en/of andere personen. - Gebruik deze BBB lithium LED lamp niet zonder eerst de handleiding zorgvuldig te hebben gelezen. - Indien u twijfels, vragen of problemen heeft met betrekking tot het gebruik of installatie van deze BBB lithium LED lamp, moet u contact opnemen met uw plaatselijke distributeur van BBB-fietsonderdelen. - Gebruik het licht met respect naar anderen, schijn niet in iemands ogen. xyxy=(1222,319,1477,431)
table-cell: 50 xyxy=(266,864,303,914)
language-item[interactable] xyxy=(19,508,294,531)
section-heading: Caractéristiques techniques xyxy=(945,1145,1119,1161)
language-code-badge: HU xyxy=(19,489,39,504)
section-heading: PROCESSO DI CARICA xyxy=(2055,593,2188,608)
headlight-spec-table xyxy=(18,715,349,965)
language-item[interactable] xyxy=(19,464,294,487)
table-cell: 3 HRS xyxy=(303,1096,349,1147)
section-heading: Solución de problemas xyxy=(1500,894,1641,909)
language-name: Podręcznik xyxy=(47,508,145,530)
table-cell: 5 xyxy=(216,914,265,965)
language-heading: DEUTSCH xyxy=(663,263,926,294)
sidebar xyxy=(0,0,365,1596)
warning-heading: AVERTISSEMENT xyxy=(945,302,1054,316)
table-cell: 10 xyxy=(266,914,303,965)
section-heading: SICHERHEITSHINWEISE xyxy=(667,437,810,453)
company-url[interactable]: BBBCYCLING.COM xyxy=(206,281,361,300)
warning-heading: WARNUNG xyxy=(667,302,737,316)
beam-glyph-icon xyxy=(30,880,65,894)
warning-heading: AVISO xyxy=(1777,302,1818,316)
language-heading: NEDERLANDS xyxy=(1218,263,1481,294)
body-text: * Mount the BBB light as illustrated. (fig. 3) * Push the button on top of the BBB light to switch modes. * Push the button two seconds and the BBB light will automatically turn off. * When the lithium battery is half full, an orange LED will illuminate. * Always close the micro USB port with the rubber USB cover, to ensure water resistance. xyxy=(390,756,642,837)
body-text: Não descarte esta luz BBB com pilha de lítio juntamente com o lixo doméstico. O descarte incorrecto por ser prejudicial para o ambiente e para a saúde das pessoas. Consulte as regras de recolha de resíduos locais para obter informação sobre os sistemas de recolha na sua área. Importante: Não deite a luz BBB para o fogo. xyxy=(1777,1005,2032,1066)
language-column xyxy=(941,263,1204,1587)
table-cell: 6 xyxy=(77,762,144,813)
table-row xyxy=(19,813,349,864)
table-cell: 9 xyxy=(216,1147,265,1198)
section-heading: Milieu xyxy=(1222,1009,1260,1023)
body-text: USB port: Prim. voltage: (5V±5% DC) Output current: 500-900 mA Light: Lithium battery: 3.7V - 300 mAh * The lithium battery can be charged up to 300 times without performance loss. xyxy=(390,1100,622,1172)
figure-3 xyxy=(894,12,1377,245)
body-text: Entsorgen Sie diese mit einer Lithium Batterie betriebene BBB Beleuchtung nicht mit unsortiertem Müll. Falsche Entsorgung könnte der Umwelt und der menschlichen Gesundheit schaden. Wenden Sie sich bitte an Ihre örtliche Müllverwaltung, um Informationen über Rücknahme- und Sammelsysteme in Ihrer Region zu erhalten. Wichtig: Entsorgen Sie die BBB Beleuchtung nicht im Feuer. xyxy=(667,1066,908,1137)
section-heading: Funcionamiento xyxy=(1500,656,1599,671)
table-cell: 6 xyxy=(216,762,265,813)
column-body xyxy=(1774,294,2037,1240)
body-text: - Not following these instructions may cause serious injury and/or death to the user and other persons. - Do not use this BBB lithium powered LED light without previously having carefully read the safety instructions. - If you have any doubts, questions or concerns regarding the use/installation of this BBB lithium powered LED light, contact your local BBB dealer. - Always use the light in respect to others. Do not shine directly in the eyes. xyxy=(390,319,643,411)
table-cell: 12 xyxy=(77,813,144,864)
beam-mode-icon xyxy=(19,914,77,965)
subsection-heading: Verwendung am Fahrrad xyxy=(667,817,760,828)
table-cell: 12 HRS xyxy=(303,914,349,965)
body-text: Per garantire un funzionamento corretto del faro BBB, mantenere i contatti della porta micro USB puliti da polvere, sporcizia e acqua. Utilizzare solamente un panno asciutto per pulire il contatto. xyxy=(2055,1078,2307,1109)
warning-heading: AVISO xyxy=(1500,302,1541,316)
body-text: The USB cable is connected properly, but the charging LED does not turn orange: a. USB cable is not connected properly. - Disconnect and reconnect the USB cable to the USB port of the computer and BBB light. b. Contacts may be dirty - Clean the contacts of the micro-USB port of the light. c. USB cable is damaged. - Contact your local BBB dealer to get a new USB cable. xyxy=(390,860,633,951)
column-body xyxy=(941,294,1204,1260)
table-cell: 2 xyxy=(216,1198,265,1248)
language-code-badge: ES xyxy=(19,424,39,439)
language-heading: ENGLISH xyxy=(386,263,649,294)
section-heading: Ambiente xyxy=(2055,978,2114,993)
table-cell: 25 xyxy=(216,864,265,914)
table-cell: 5 xyxy=(77,914,144,965)
table-cell: 12 HRS xyxy=(303,1198,349,1248)
language-code-badge: IT xyxy=(19,467,39,483)
table-row xyxy=(19,914,349,965)
language-code-badge: NO xyxy=(19,621,39,637)
product-subtitle-2: & REAR LIGHT xyxy=(109,218,247,242)
body-text: Remarque: Pour garantir une durée d'utilisation maximum, veillez à ce que la batterie soit complètement chargée. xyxy=(945,619,1194,640)
language-code-badge: NL xyxy=(19,401,39,417)
company-address-line-2: THE NETHERLANDS xyxy=(18,297,78,305)
figure-2-illustration xyxy=(633,14,884,245)
section-heading: VEILIGHEIDINFORMATIE xyxy=(1222,437,1368,453)
table-cell: 12 xyxy=(216,813,265,864)
column-header: AT 1 M (LUX) xyxy=(77,1021,144,1046)
subsection-heading: Charge xyxy=(945,662,972,673)
body-text: * Collegare il cavo USB alla porta USB del computer. (fig. 1) * Collegare il cavo USB alla porta micro USB del faro BBB. (fig. 2) * Il LED arancione lampeggiante indica il processo di carica. Il tempo di carica è di +/- 2,5 ore quando il faro BBB è completamente scarico. Quando la batteria al litio sarà completamente carica, il led non lampeggerà più. Il LED arancione rimarrà acceso fisso. Dopo un'ora il LED arancione si spegnerà automaticamente. * Togliere il cavo USB con attenzione. xyxy=(2055,662,2307,754)
subsection-heading: Charging xyxy=(390,642,424,652)
language-name: 使用説明書 xyxy=(47,554,134,575)
section-heading: INFORMACIÓN SOBRE SEGURIDAD xyxy=(1500,427,1710,442)
body-text: Non smaltire questo faro al litio BBB nei rifiuti non differenziati. Uno smaltimento non corretto potrebbe danneggiare l'ambiente e la salute umana. Fate riferimento alla vostra autorità locale per lo smaltimento dei rifiuti per avere informazioni sui sistemi di consegna e raccolta nella vostra zona. Importante: Non gettare il faro BBB nel fuoco. xyxy=(2055,994,2304,1056)
body-text: Porta USB: Voltaggio princ.: (5V±5% DC) Corrente in uscita: 500-900 mA Faro: Batteria al litio: 3,7V - 300 mAh * La batteria al litio può essere caricata fino a 300 volte senza perdita di prestazioni. xyxy=(2055,1132,2290,1203)
company-address-line-1: ROOSEVELTSTRAAT 46, 2321 BM LEIDEN xyxy=(18,289,142,297)
logo-card xyxy=(12,12,345,245)
body-text: Do not dispose this BBB lithium powered light with unsorted waste. Improper disposal may be harmful to the environment and human health. Please refer to your local waste authority for information on return and collection systems in your area. Important: Do not dispose the BBB light in a fire. xyxy=(390,974,645,1025)
body-text: Om een goede werking van de BBB lamp te garanderen dienen de contactpunten van de micro USB poort vrij te zijn van stof, vuil en water. Maak gebruik van een droge doek om de contactpunten te reinigen. xyxy=(1222,1109,1474,1150)
body-text: * Connectez le câble USB au port USB de l'ordinateur. (fig. 1) * Connectez le câble micro-USB au port USB de la lampe BBB. (fig. 2) * La LED orange clignote pour indiquer le processus de charge. Le temps de charge est de ± 2,5 heures lorsque l'éclairage BBB est complètement vide. Lorsque la batterie lithium est complètement chargée, le clignotement s'arrête. La LED orange restera allumée. Après une heure, la LED orange s'éteindra automatiquement. * Enlevez prudemment le câble USB. xyxy=(945,672,1196,774)
warning-heading: WARNING xyxy=(390,302,455,316)
language-column xyxy=(663,263,926,1587)
section-heading: Manutenzione e pulizia xyxy=(2055,1061,2198,1077)
column-header: AT 1 M (LUX) xyxy=(77,737,144,762)
